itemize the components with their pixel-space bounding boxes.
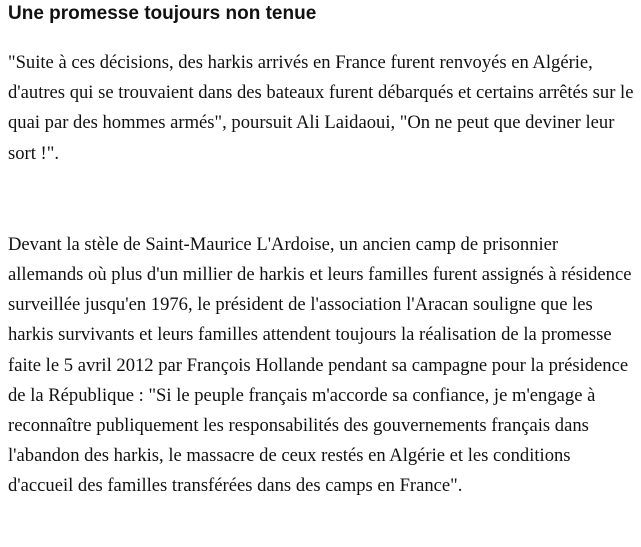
article-paragraph-quote: "Suite à ces décisions, des harkis arrivés en France furent renvoyés en Algérie, d'autres qui se trouvaient dans des bateaux furent débarqués et certains arrêtés sur le quai par des hommes armés", poursuit Ali Laidaoui, "On ne peut que deviner leur sort !".: [8, 52, 634, 164]
article: [8, 0, 636, 502]
article-paragraph-promise: Devant la stèle de Saint-Maurice L'Ardoise, un ancien camp de prisonnier allemands où plus d'un millier de harkis et leurs familles furent assignés à résidence surveillée jusqu'en 1976, le président de l'association l'Aracan souligne que les harkis survivants et leurs familles attendent toujours la réalisation de la promesse faite le 5 avril 2012 par François Hollande pendant sa campagne pour la présidence de la République : "Si le peuple français m'accorde sa confiance, je m'engage à reconnaître publiquement les responsabilités des gouvernements français dans l'abandon des harkis, le massacre de ceux restés en Algérie et les conditions d'accueil des familles transférées dans des camps en France".: [8, 233, 632, 497]
article-heading: Une promesse toujours non tenue: [8, 3, 317, 24]
